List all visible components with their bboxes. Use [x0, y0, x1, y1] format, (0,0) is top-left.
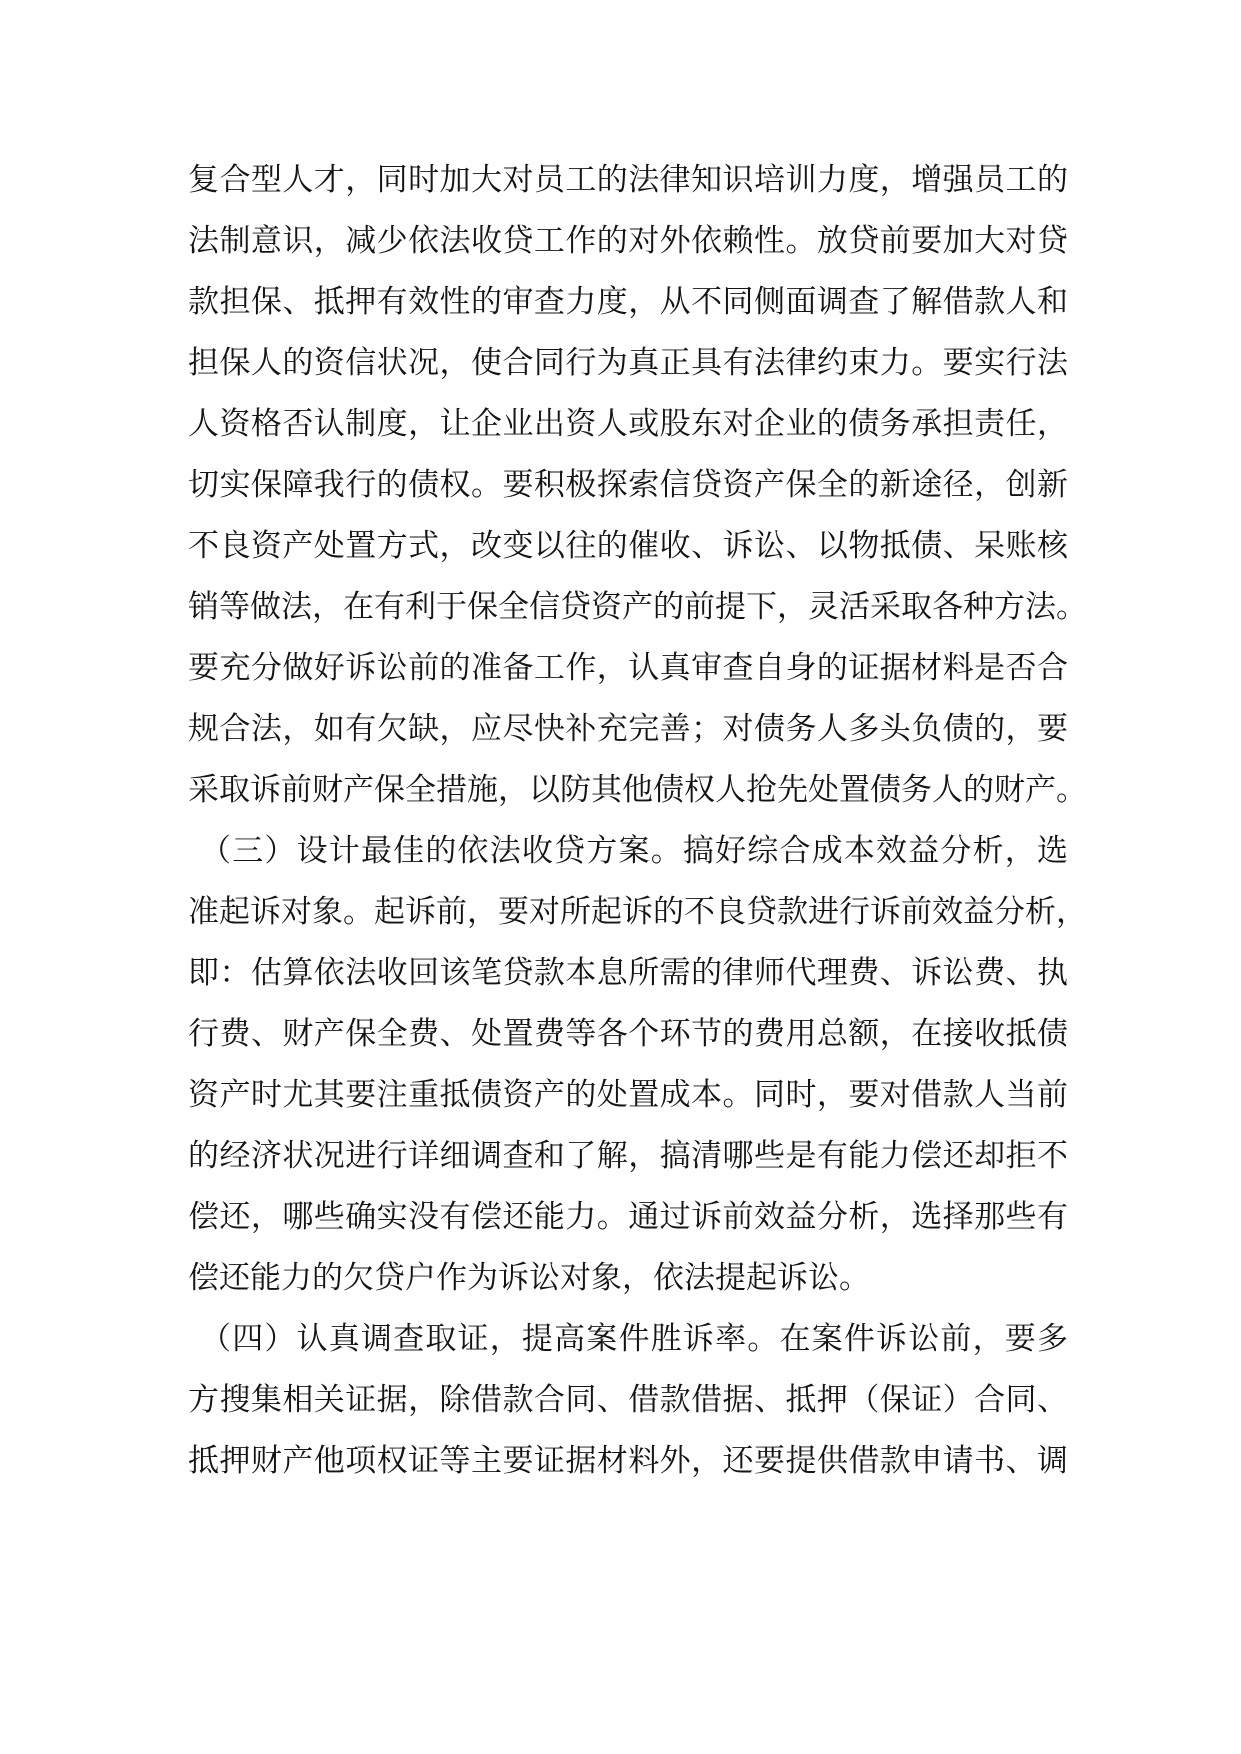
text-line: 偿还，哪些确实没有偿还能力。通过诉前效益分析，选择那些有 [188, 1199, 1068, 1235]
text-line: 采取诉前财产保全措施，以防其他债权人抢先处置债务人的财产。 [188, 772, 1087, 808]
text-line: 复合型人才，同时加大对员工的法律知识培训力度，增强员工的 [188, 162, 1068, 198]
text-line: 法制意识，减少依法收贷工作的对外依赖性。放贷前要加大对贷 [188, 223, 1068, 259]
body-text [188, 150, 1087, 1492]
text-line: （三）设计最佳的依法收贷方案。搞好综合成本效益分析，选 [200, 833, 1068, 869]
text-line: 抵押财产他项权证等主要证据材料外，还要提供借款申请书、调 [188, 1443, 1068, 1479]
text-line: 行费、财产保全费、处置费等各个环节的费用总额，在接收抵债 [188, 1016, 1068, 1052]
text-line: 销等做法，在有利于保全信贷资产的前提下，灵活采取各种方法。 [188, 589, 1087, 625]
text-line: 偿还能力的欠贷户作为诉讼对象，依法提起诉讼。 [188, 1260, 870, 1296]
text-line: 担保人的资信状况，使合同行为真正具有法律约束力。要实行法 [188, 345, 1068, 381]
text-line: 资产时尤其要注重抵债资产的处置成本。同时，要对借款人当前 [188, 1077, 1068, 1113]
text-line: 即：估算依法收回该笔贷款本息所需的律师代理费、诉讼费、执 [188, 955, 1068, 991]
text-line: 准起诉对象。起诉前，要对所起诉的不良贷款进行诉前效益分析， [188, 894, 1087, 930]
text-line: 方搜集相关证据，除借款合同、借款借据、抵押（保证）合同、 [188, 1382, 1068, 1418]
text-line: 要充分做好诉讼前的准备工作，认真审查自身的证据材料是否合 [188, 650, 1068, 686]
text-line: 不良资产处置方式，改变以往的催收、诉讼、以物抵债、呆账核 [188, 528, 1068, 564]
text-line: （四）认真调查取证，提高案件胜诉率。在案件诉讼前，要多 [200, 1321, 1068, 1357]
text-line: 的经济状况进行详细调查和了解，搞清哪些是有能力偿还却拒不 [188, 1138, 1068, 1174]
text-line: 款担保、抵押有效性的审查力度，从不同侧面调查了解借款人和 [188, 284, 1068, 320]
text-line: 切实保障我行的债权。要积极探索信贷资产保全的新途径，创新 [188, 467, 1068, 503]
text-line: 规合法，如有欠缺，应尽快补充完善；对债务人多头负债的，要 [188, 711, 1068, 747]
text-line: 人资格否认制度，让企业出资人或股东对企业的债务承担责任， [188, 406, 1068, 442]
